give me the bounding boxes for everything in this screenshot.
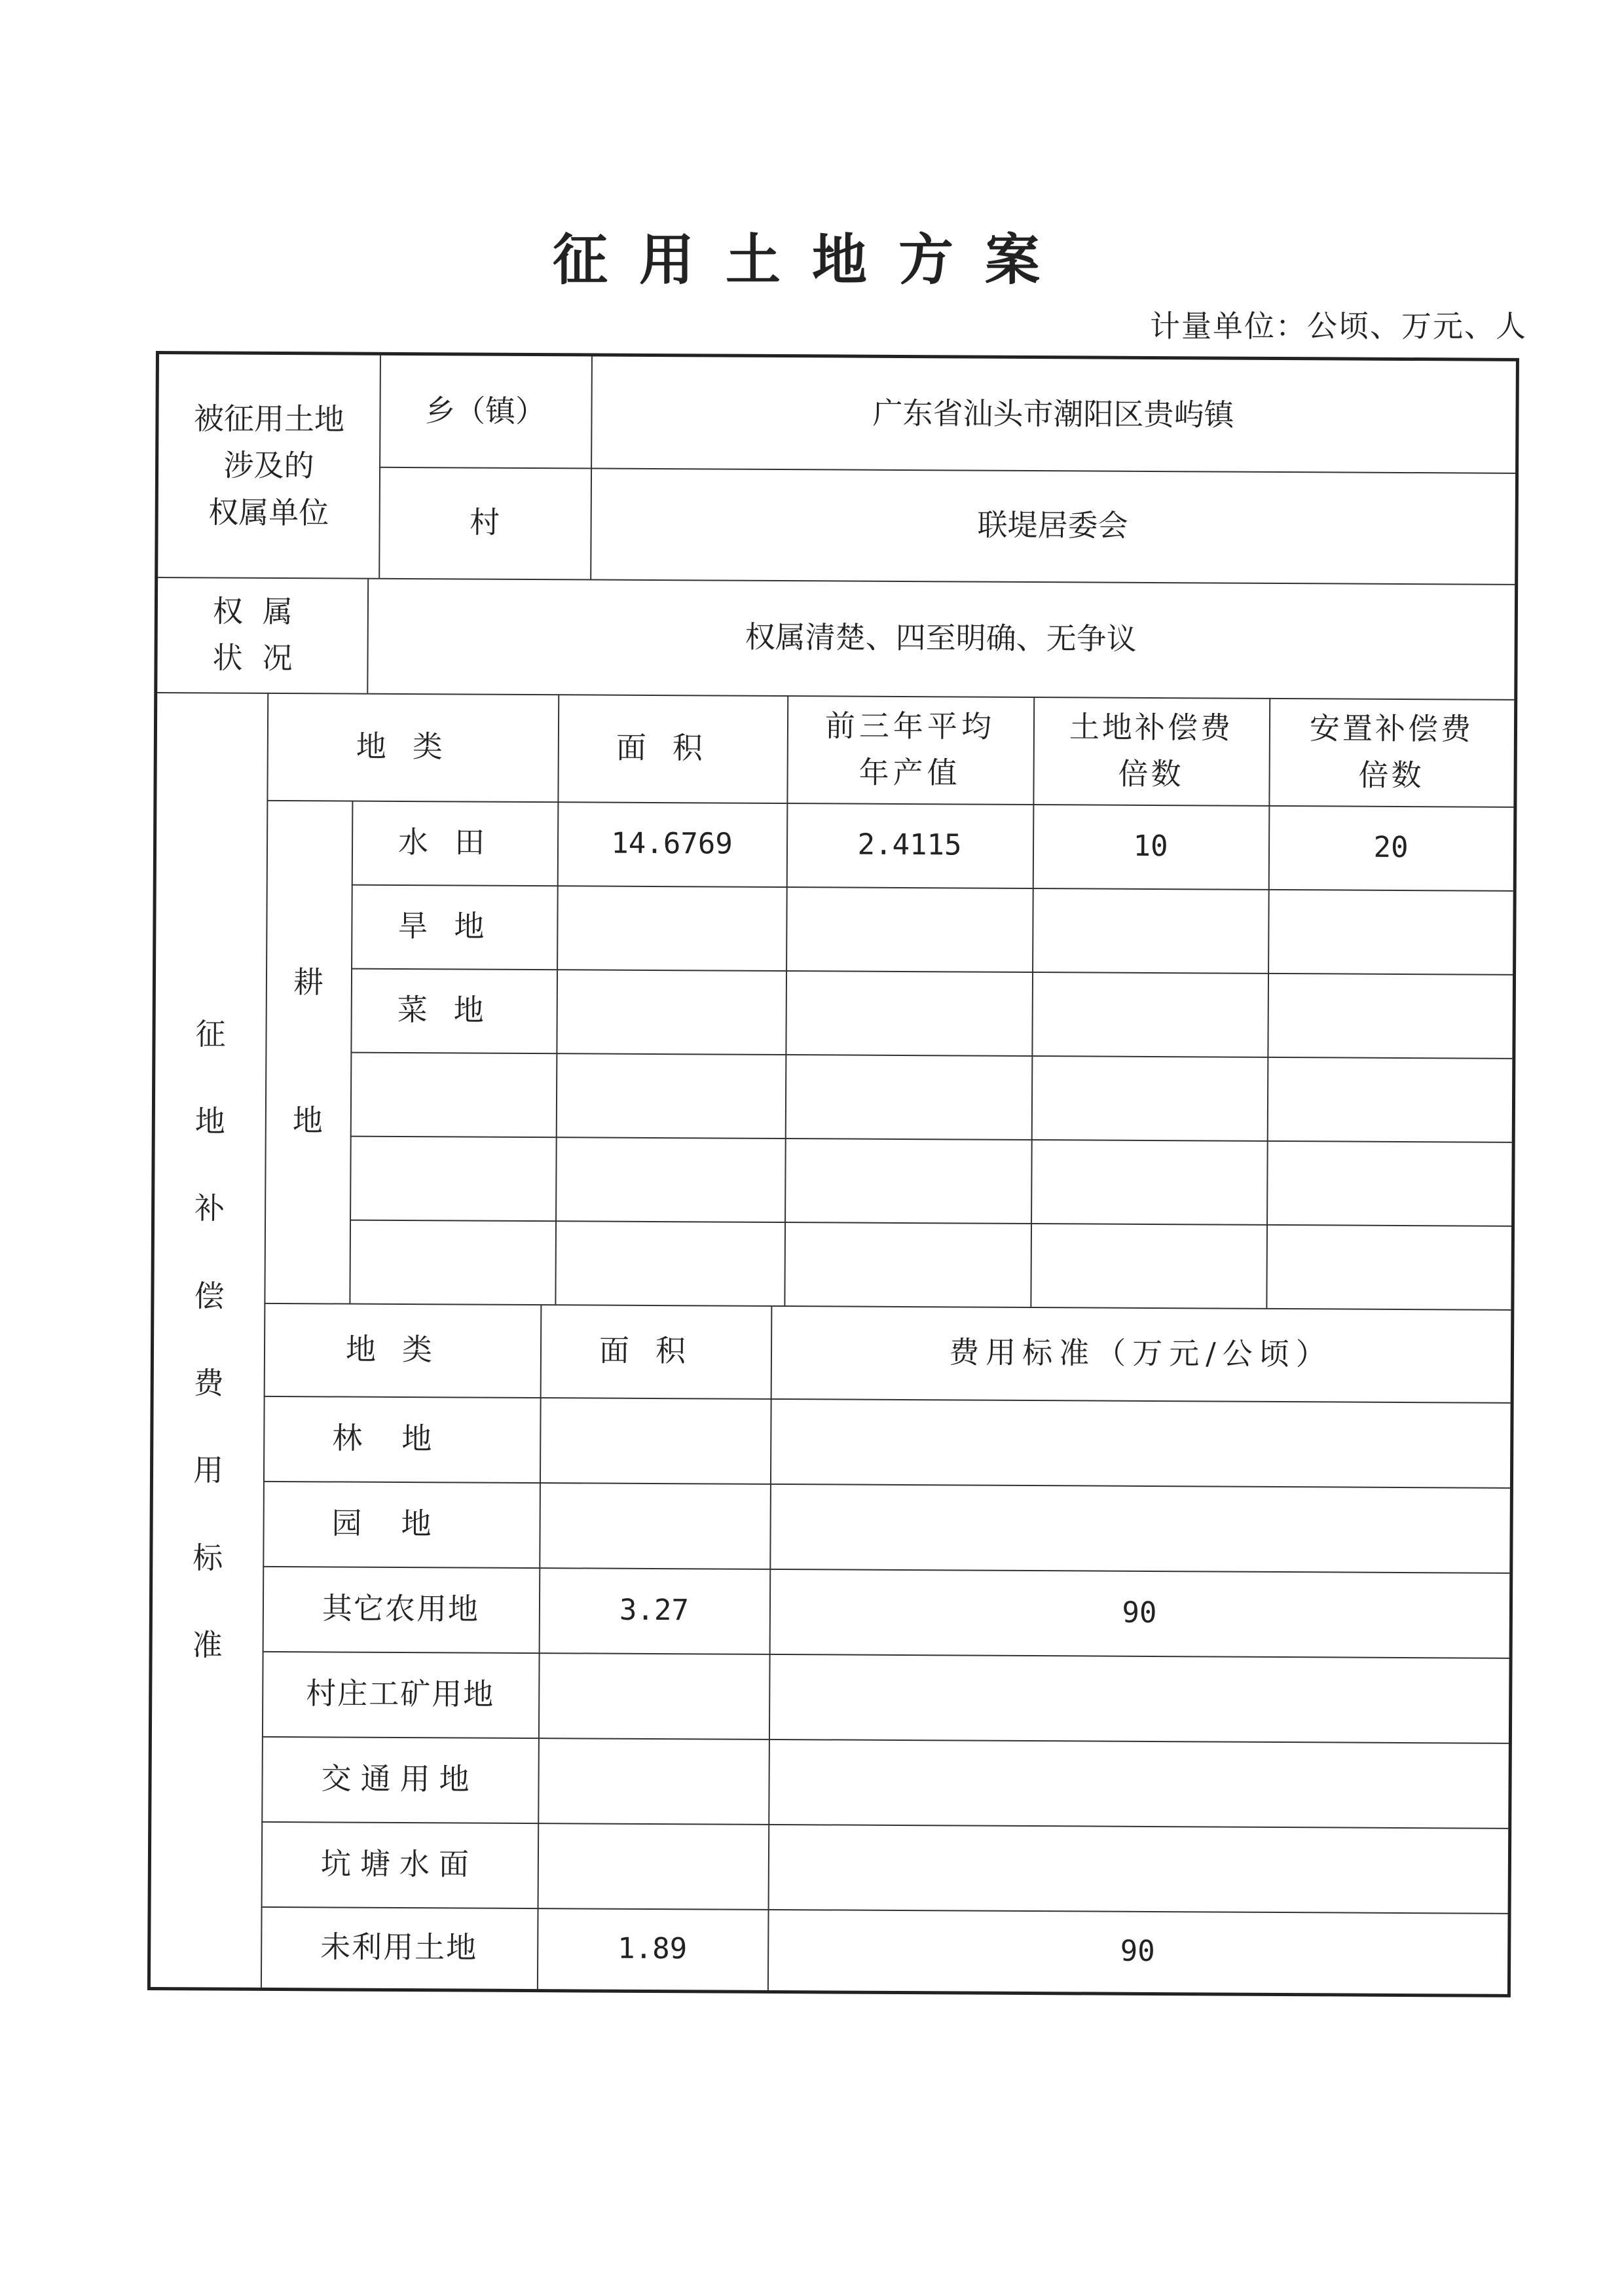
- t2-cell-standard: [768, 1824, 1509, 1913]
- t1-cell-area: [556, 1053, 786, 1138]
- ownership-status-value: 权属清楚、四至明确、无争议: [745, 619, 1137, 657]
- t1-cell-area: [557, 885, 786, 970]
- t1-cell-type: 水田: [397, 824, 511, 861]
- cultivated-land-label: 耕 地: [292, 964, 324, 1139]
- t1-header-output: 前三年平均 年产值: [824, 708, 996, 791]
- village-value: 联堤居委会: [977, 507, 1128, 544]
- t1-cell-type: [350, 1136, 556, 1221]
- owner-unit-label: 被征用土地 涉及的 权属单位: [193, 401, 345, 531]
- t2-cell-area: [540, 1397, 771, 1484]
- t2-cell-area: [538, 1823, 769, 1909]
- land-acquisition-table: [147, 351, 1519, 1997]
- village-label: 村: [469, 504, 500, 541]
- t1-cell-land-multiple: [1031, 1055, 1268, 1140]
- t2-cell-standard: [769, 1484, 1510, 1573]
- t1-cell-resettle-multiple: [1268, 889, 1513, 974]
- t2-cell-type: 坑塘水面: [320, 1846, 479, 1882]
- t1-cell-output: [786, 886, 1033, 972]
- t2-cell-area: [538, 1652, 769, 1739]
- t1-header-type: 地类: [356, 728, 469, 765]
- t2-cell-type: 村庄工矿用地: [306, 1675, 495, 1713]
- t2-cell-standard: [770, 1398, 1511, 1487]
- t1-cell-land-multiple: [1032, 888, 1268, 973]
- t1-cell-area: [555, 1137, 785, 1222]
- t2-cell-standard: [769, 1654, 1509, 1743]
- town-label: 乡（镇）: [424, 393, 546, 429]
- ownership-status-label: 权属 状况: [212, 593, 313, 676]
- t1-cell-type: [349, 1220, 555, 1305]
- t2-cell-type: 其它农用地: [322, 1590, 480, 1627]
- t2-header-standard: 费用标准（万元/公顷）: [949, 1334, 1333, 1372]
- t2-cell-area: 3.27: [619, 1593, 690, 1628]
- t2-cell-type: 交通用地: [321, 1760, 479, 1797]
- t2-cell-standard: [768, 1739, 1509, 1828]
- t1-cell-resettle-multiple: [1267, 1057, 1513, 1142]
- t2-cell-area: 1.89: [618, 1931, 688, 1966]
- t1-header-land-multiple: 土地补偿费 倍数: [1069, 709, 1234, 792]
- t1-cell-land-multiple: [1030, 1223, 1266, 1308]
- t1-cell-resettle-multiple: 20: [1373, 830, 1409, 864]
- t1-header-area: 面积: [616, 730, 729, 766]
- t1-cell-output: 2.4115: [857, 828, 962, 862]
- t1-cell-output: [784, 1222, 1031, 1307]
- town-value: 广东省汕头市潮阳区贵屿镇: [872, 395, 1234, 433]
- t1-header-resettle-multiple: 安置补偿费 倍数: [1309, 710, 1474, 793]
- t1-cell-area: 14.6769: [611, 826, 733, 861]
- t1-cell-type: 菜地: [397, 992, 510, 1029]
- t2-cell-area: [539, 1482, 770, 1569]
- t2-cell-standard: 90: [1122, 1595, 1157, 1630]
- t1-cell-land-multiple: [1031, 1139, 1267, 1224]
- t1-cell-type: [350, 1052, 557, 1137]
- t2-cell-type: 未利用土地: [320, 1929, 478, 1965]
- measurement-units: 计量单位：公顷、万元、人: [1150, 308, 1527, 344]
- t2-cell-type: 园地: [331, 1505, 471, 1542]
- t1-cell-output: [784, 1138, 1031, 1223]
- t1-cell-type: 旱地: [397, 908, 511, 945]
- t1-cell-output: [785, 970, 1032, 1055]
- t1-cell-output: [785, 1054, 1032, 1139]
- t1-cell-area: [556, 969, 786, 1054]
- t2-cell-type: 林地: [332, 1420, 471, 1457]
- t1-cell-resettle-multiple: [1266, 1224, 1511, 1309]
- t2-cell-area: [538, 1738, 769, 1824]
- t2-header-type: 地类: [345, 1331, 459, 1368]
- t2-header-area: 面积: [599, 1332, 712, 1369]
- t1-cell-land-multiple: 10: [1133, 829, 1168, 864]
- t1-cell-land-multiple: [1031, 972, 1268, 1057]
- compensation-section-label: 征 地 补 偿 费 用 标 准: [192, 1016, 226, 1663]
- document-title: 征用土地方案: [552, 228, 1071, 292]
- t1-cell-area: [555, 1220, 784, 1305]
- t1-cell-resettle-multiple: [1267, 973, 1513, 1058]
- t1-cell-resettle-multiple: [1266, 1140, 1512, 1226]
- t2-cell-standard: 90: [1120, 1934, 1155, 1968]
